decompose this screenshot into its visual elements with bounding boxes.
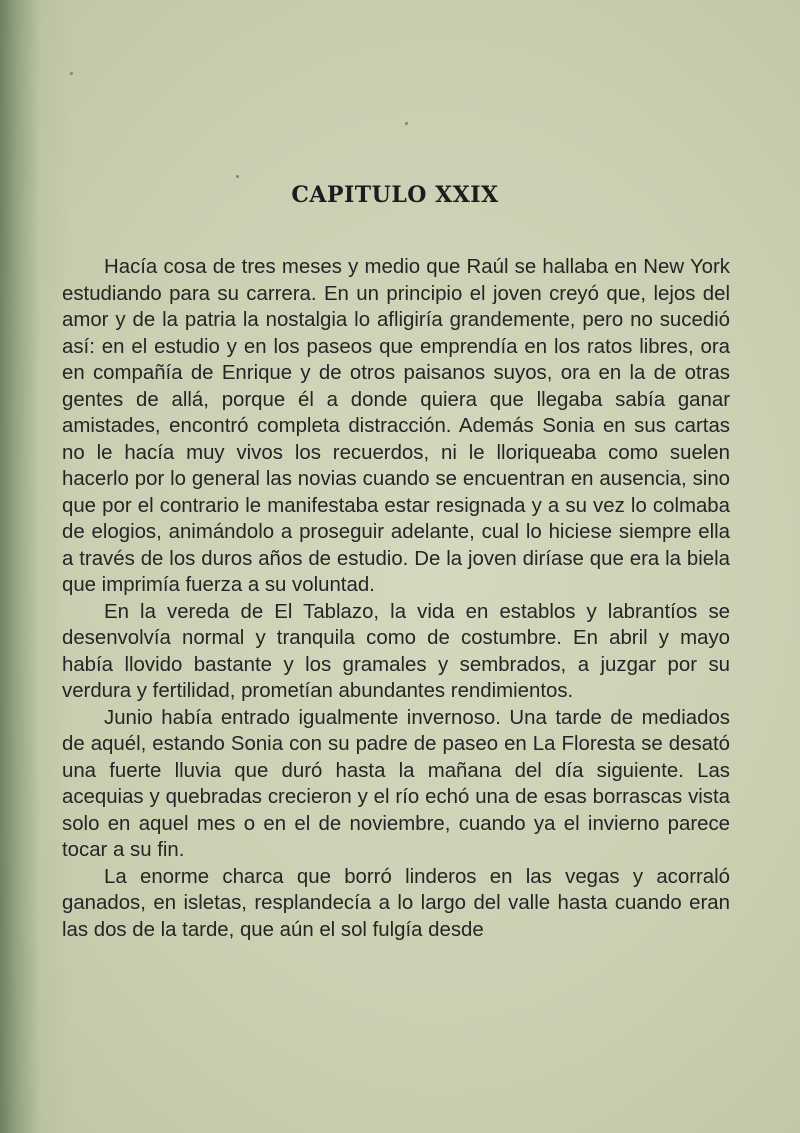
paper-speck <box>70 72 73 75</box>
paper-speck <box>236 175 239 178</box>
chapter-body <box>62 254 730 943</box>
chapter-title: CAPITULO XXIX <box>291 182 499 208</box>
paragraph: Hacía cosa de tres meses y medio que Raúl se hallaba en New York estudiando para su carrera. En un principio el joven creyó que, lejos del amor y de la patria la nostalgia lo afligiría grandemente, pero no sucedió así: en el estudio y en los paseos que emprendía en los ratos libres, ora en compañía de Enrique y de otros paisanos suyos, ora en la de otras gentes de allá, porque él a donde quiera que llegaba sabía ganar amistades, encontró completa distracción. Además Sonia en sus cartas no le hacía muy vivos los recuerdos, ni le lloriqueaba como suelen hacerlo por lo general las novias cuando se encuentran en ausencia, sino que por el contrario le manifestaba estar resignada y a su vez lo colmaba de elogios, animándolo a proseguir adelante, cual lo hiciese siempre ella a través de los duros años de estudio. De la joven diríase que era la biela que imprimía fuerza a su voluntad. <box>62 256 730 596</box>
paragraph: Junio había entrado igualmente invernoso. Una tarde de mediados de aquél, estando Sonia con su padre de paseo en La Floresta se desató una fuerte lluvia que duró hasta la mañana del día siguiente. Las acequias y quebradas crecieron y el río echó una de esas borrascas vista solo en aquel mes o en el de noviembre, cuando ya el invierno parece tocar a su fin. <box>62 706 730 861</box>
paragraph: La enorme charca que borró linderos en las vegas y acorraló ganados, en isletas, resplandecía a lo largo del valle hasta cuando eran las dos de la tarde, que aún el sol fulgía desde <box>62 865 730 941</box>
paragraph: En la vereda de El Tablazo, la vida en establos y labrantíos se desenvolvía normal y tranquila como de costumbre. En abril y mayo había llovido bastante y los gramales y sembrados, a juzgar por su verdura y fertilidad, prometían abundantes rendimientos. <box>62 600 730 702</box>
paper-speck <box>405 122 408 125</box>
